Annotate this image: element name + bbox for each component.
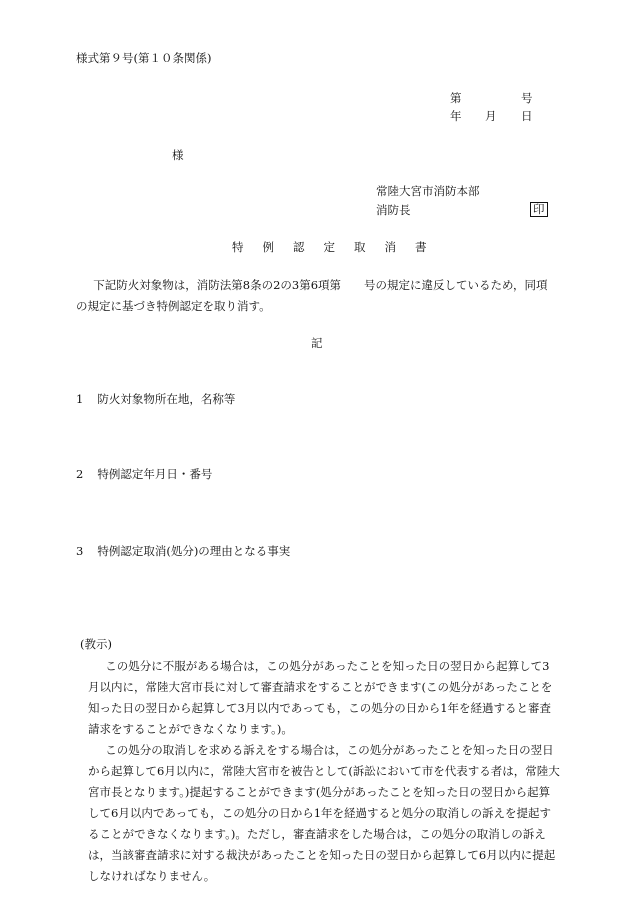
title-char: 消: [384, 240, 396, 254]
body-text: 下記防火対象物は，消防法第8条の2の3第6項第 号の規定に違反しているため，同項の規定に基づき特例認定を取り消す。: [76, 278, 548, 313]
title-char: 例: [262, 240, 274, 254]
title-char: 特: [232, 240, 244, 254]
notice-heading: (教示): [80, 637, 112, 651]
notice-paragraph-2: この処分の取消しを求める訴えをする場合は，この処分があったことを知った日の翌日から起算して6月以内に，常陸大宮市を被告として(訴訟において市を代表する者は，常陸大宮市長となります。)提起することができます(処分があったことを知った日の翌日から起算して6月以内であっても，この処分の日から1年を経過すると処分の取消しの訴えを提起することができなくなります。)。ただし，審査請求をした場合は，この処分の取消しの訴えは，当該審査請求に対する裁決があったことを知った日の翌日から起算して6月以内に提起しなければなりません。: [88, 743, 560, 883]
date-day: 日: [521, 109, 533, 123]
item-label: 防火対象物所在地，名称等: [97, 392, 236, 406]
date-year: 年: [450, 109, 462, 123]
item-label: 特例認定年月日・番号: [97, 467, 213, 481]
number-suffix: 号: [521, 91, 533, 105]
title-char: 取: [354, 240, 366, 254]
notice-paragraph-1: この処分に不服がある場合は，この処分があったことを知った日の翌日から起算して3月以内に，常陸大宮市長に対して審査請求をすることができます(この処分があったことを知った日の翌日から起算して3月以内であっても，この処分の日から1年を経過すると審査請求をすることができなくなります。)。: [88, 659, 553, 736]
seal-mark: [530, 202, 548, 217]
item-number: 2: [76, 467, 84, 481]
item-number: 1: [76, 392, 84, 406]
title-char: 定: [323, 240, 335, 254]
item-2: [76, 468, 212, 482]
item-3: [76, 545, 290, 559]
item-number: 3: [76, 544, 84, 558]
title-char: 書: [415, 240, 427, 254]
item-label: 特例認定取消(処分)の理由となる事実: [97, 544, 291, 558]
title-char: 認: [293, 240, 305, 254]
date-month: 月: [485, 109, 497, 123]
number-prefix: 第: [450, 91, 462, 105]
ki-label: 記: [311, 336, 323, 350]
document-title: [232, 241, 427, 255]
item-1: [76, 393, 235, 407]
sender-title: 消防長: [376, 203, 411, 217]
sender-organization: 常陸大宮市消防本部: [376, 184, 480, 198]
addressee-honorific: 様: [172, 148, 184, 162]
seal-label: 印: [530, 202, 548, 217]
form-label: 様式第９号(第１０条関係): [76, 51, 212, 65]
